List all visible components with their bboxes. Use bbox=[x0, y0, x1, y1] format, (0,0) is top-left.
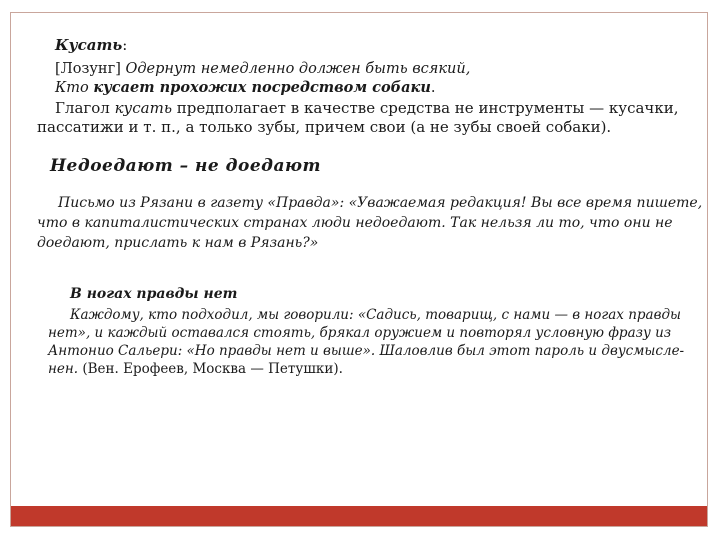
nedoedayut-line-2: что в капиталистических странах люди недоедают. Так нельзя ли то, что они не bbox=[37, 215, 673, 231]
kusat-title-word: Кусать bbox=[55, 36, 123, 54]
kusat-slogan-line-2 bbox=[55, 81, 436, 96]
slogan-text-2c: . bbox=[430, 80, 436, 96]
slogan-text-2a: Кто bbox=[55, 80, 94, 96]
kusat-title-colon: : bbox=[122, 36, 128, 54]
section-kusat-title bbox=[55, 38, 127, 53]
pravdy-net-line-2: нет», и каждый оставался стоять, брякал оружием и повторял условную фразу из bbox=[48, 325, 672, 341]
kusat-slogan-line-1 bbox=[55, 62, 470, 77]
section-pravdy-net-title: В ногах правды нет bbox=[70, 286, 238, 302]
nedoedayut-line-3: доедают, прислать к нам в Рязань?» bbox=[37, 235, 319, 251]
section-nedoedayut-title: Недоедают – не доедают bbox=[50, 156, 321, 176]
slogan-text-2b: кусает прохожих посредством собаки bbox=[93, 79, 431, 96]
pravdy-net-line-3: Антонио Сальери: «Но правды нет и выше». Шаловлив был этот пароль и двусмысле- bbox=[48, 343, 685, 359]
slogan-text-1: Одернут немедленно должен быть всякий, bbox=[125, 61, 471, 77]
kusat-comment-line-2: пассатижи и т. п., а только зубы, причем свои (а не зубы своей собаки). bbox=[37, 118, 612, 136]
pravdy-net-line-4a: нен. bbox=[48, 361, 79, 377]
nedoedayut-line-1: Письмо из Рязани в газету «Правда»: «Уважаемая редакция! Вы все время пишете, bbox=[58, 195, 703, 211]
footer-accent-bar bbox=[11, 506, 707, 526]
pravdy-net-line-1: Каждому, кто подходил, мы говорили: «Садись, товарищ, с нами — в ногах правды bbox=[70, 307, 681, 323]
pravdy-net-line-4 bbox=[48, 363, 343, 377]
comment-text-1a: Глагол bbox=[55, 99, 115, 117]
comment-text-1c: предполагает в качестве средства не инструменты — кусачки, bbox=[172, 99, 679, 117]
slogan-tag: [Лозунг] bbox=[55, 61, 121, 77]
pravdy-net-line-4b: (Вен. Ерофеев, Москва — Петушки). bbox=[78, 361, 343, 377]
comment-text-1b: кусать bbox=[114, 99, 172, 117]
kusat-comment-line-1 bbox=[55, 101, 679, 116]
